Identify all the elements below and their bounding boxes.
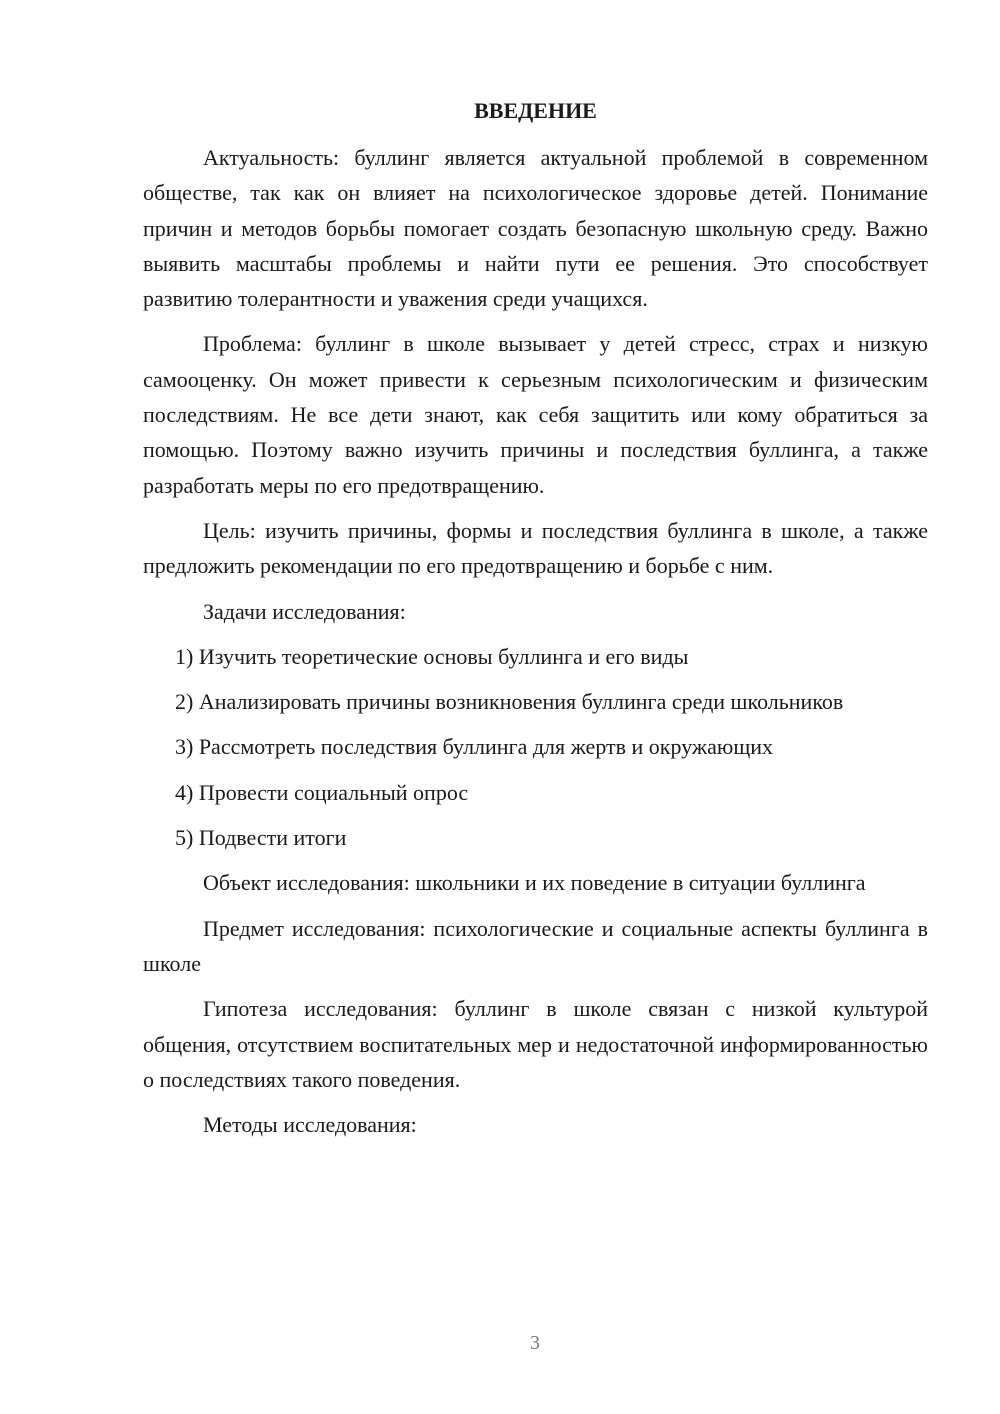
- section-title: ВВЕДЕНИЕ: [474, 98, 597, 123]
- paragraph-relevance: Актуальность: буллинг является актуальной проблемой в современном обществе, так как он влияет на психологическое здоровье детей. Понимание причин и методов борьбы помогает создать безопасную школьную среду. Важно выявить масштабы проблемы и найти пути ее решения. Это способствует развитию толерантности и уважения среди учащихся.: [143, 145, 928, 312]
- task-item-5: 5) Подвести итоги: [175, 825, 347, 851]
- document-page: [143, 93, 928, 1152]
- paragraph-subject: Предмет исследования: психологические и социальные аспекты буллинга в школе: [143, 915, 928, 976]
- paragraph-goal: Цель: изучить причины, формы и последствия буллинга в школе, а также предложить рекомендации по его предотвращению и борьбе с ним.: [143, 517, 928, 579]
- paragraph-object: Объект исследования: школьники и их поведение в ситуации буллинга: [203, 870, 866, 896]
- task-item-4: 4) Провести социальный опрос: [175, 779, 469, 805]
- task-item-3: 3) Рассмотреть последствия буллинга для жертв и окружающих: [175, 734, 774, 760]
- page-number: 3: [530, 1332, 540, 1354]
- task-item-1: 1) Изучить теоретические основы буллинга и его виды: [175, 643, 689, 669]
- paragraph-problem: Проблема: буллинг в школе вызывает у детей стресс, страх и низкую самооценку. Он может привести к серьезным психологическим и физическим последствиям. Не все дети знают, как себя защитить или кому обратиться за помощью. Поэтому важно изучить причины и последствия буллинга, а также разработать меры по его предотвращению.: [143, 331, 928, 498]
- paragraph-hypothesis: Гипотеза исследования: буллинг в школе связан с низкой культурой общения, отсутствием воспитательных мер и недостаточной информированностью о последствиях такого поведения.: [143, 996, 928, 1092]
- paragraph-tasks-heading: Задачи исследования:: [203, 598, 406, 624]
- paragraph-methods-heading: Методы исследования:: [203, 1112, 417, 1138]
- task-item-2: 2) Анализировать причины возникновения буллинга среди школьников: [175, 689, 844, 715]
